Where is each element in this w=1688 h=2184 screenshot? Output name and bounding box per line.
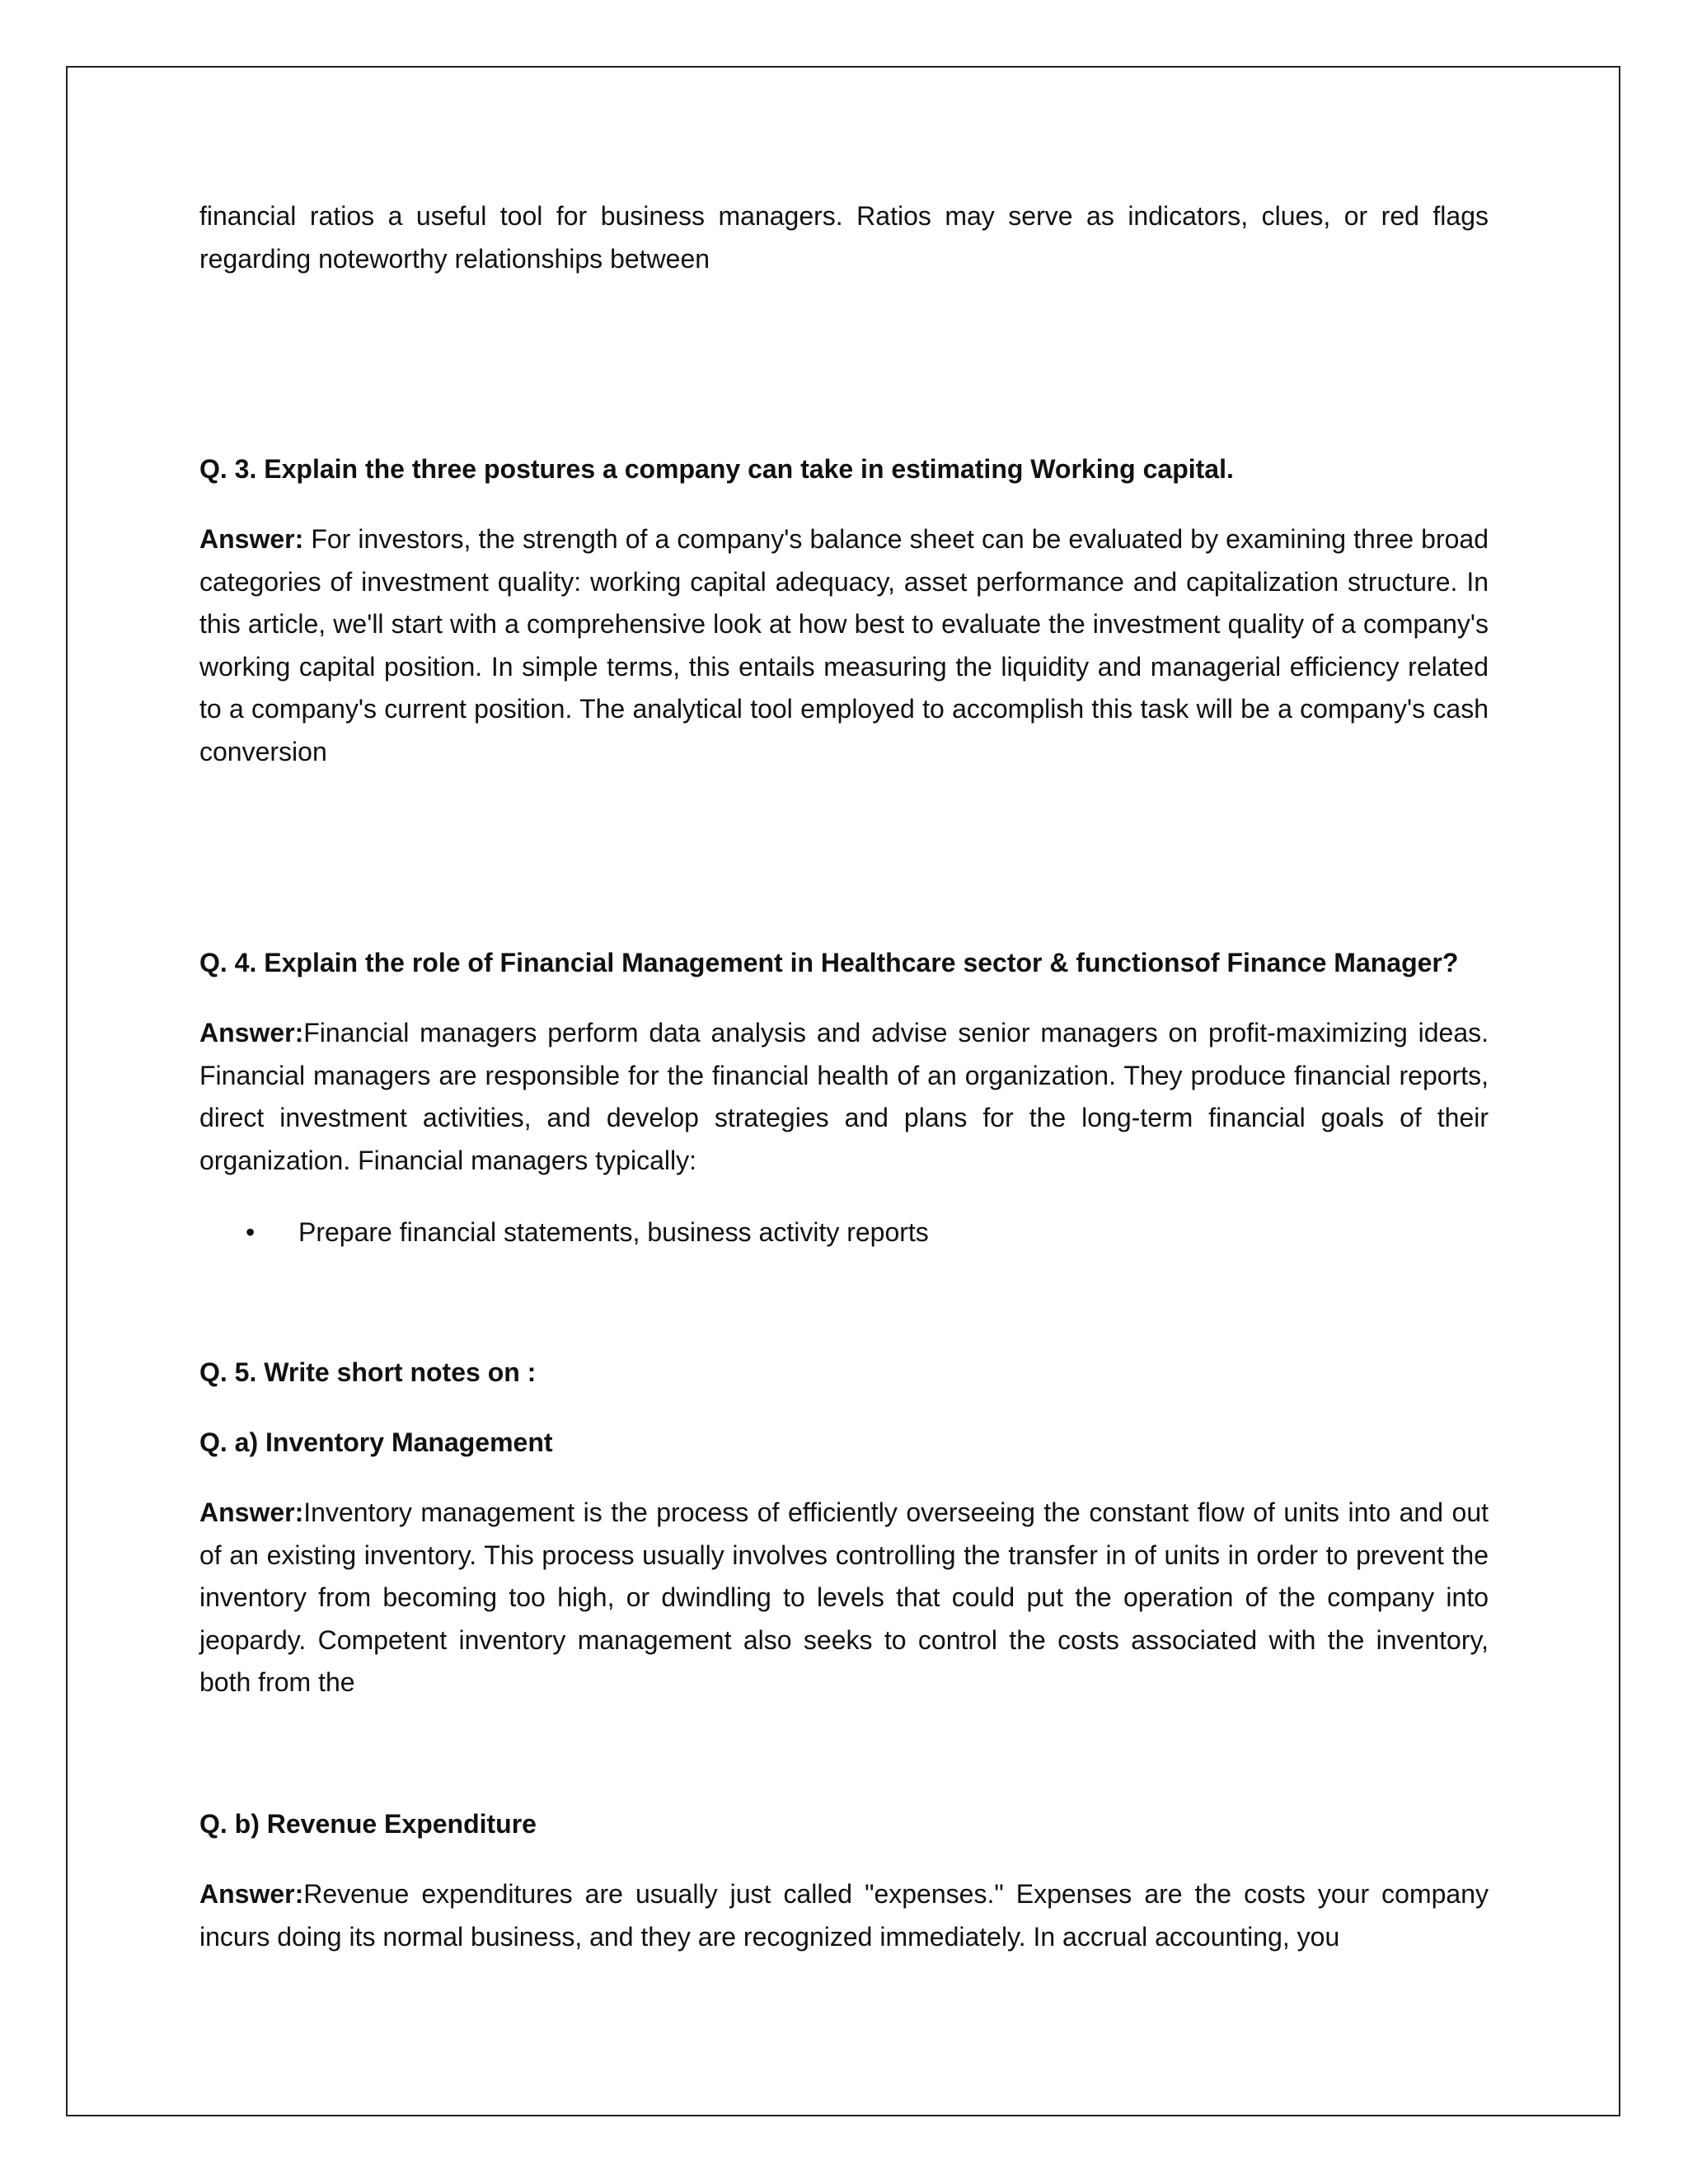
- answer-label: Answer:: [199, 1018, 304, 1047]
- answer-label: Answer:: [199, 1497, 304, 1527]
- question-3-answer: [199, 518, 1489, 773]
- answer-text: For investors, the strength of a company's balance sheet can be evaluated by examining three broad categories of investment quality: working capital adequacy, asset performance and capitalization structure. In this article, we'll start with a comprehensive look at how best to evaluate the investment quality of a company's working capital position. In simple terms, this entails measuring the liquidity and managerial efficiency related to a company's current position. The analytical tool employed to accomplish this task will be a company's cash conversion: [199, 524, 1489, 766]
- answer-text: Inventory management is the process of efficiently overseeing the constant flow of units into and out of an existing inventory. This process usually involves controlling the transfer in of units in order to prevent the inventory from becoming too high, or dwindling to levels that could put the operation of the company into jeopardy. Competent inventory management also seeks to control the costs associated with the inventory, both from the: [199, 1497, 1489, 1697]
- question-5a-heading: Q. a) Inventory Management: [199, 1427, 553, 1457]
- intro-paragraph: financial ratios a useful tool for business managers. Ratios may serve as indicators, clues, or red flags regarding noteworthy relationships between: [199, 201, 1489, 274]
- bullet-icon: •: [246, 1217, 256, 1247]
- answer-label: Answer:: [199, 524, 304, 554]
- question-4-answer: [199, 1012, 1489, 1182]
- question-5-heading: Q. 5. Write short notes on :: [199, 1357, 537, 1387]
- question-5b-answer: [199, 1873, 1489, 1958]
- question-3-heading: Q. 3. Explain the three postures a company can take in estimating Working capital.: [199, 454, 1234, 484]
- list-item-text: Prepare financial statements, business activity reports: [298, 1217, 929, 1247]
- answer-text: Revenue expenditures are usually just called "expenses." Expenses are the costs your company incurs doing its normal business, and they are recognized immediately. In accrual accounting, you: [199, 1879, 1489, 1952]
- question-5b-heading: Q. b) Revenue Expenditure: [199, 1809, 537, 1839]
- answer-text: Financial managers perform data analysis and advise senior managers on profit-maximizing ideas. Financial managers are responsible for the financial health of an organization. They produce financial reports, direct investment activities, and develop strategies and plans for the long-term financial goals of their organization. Financial managers typically:: [199, 1018, 1489, 1175]
- question-5a-answer: [199, 1492, 1489, 1704]
- answer-label: Answer:: [199, 1879, 304, 1909]
- question-4-heading: Q. 4. Explain the role of Financial Management in Healthcare sector & functionsof Finance Manager?: [199, 948, 1459, 977]
